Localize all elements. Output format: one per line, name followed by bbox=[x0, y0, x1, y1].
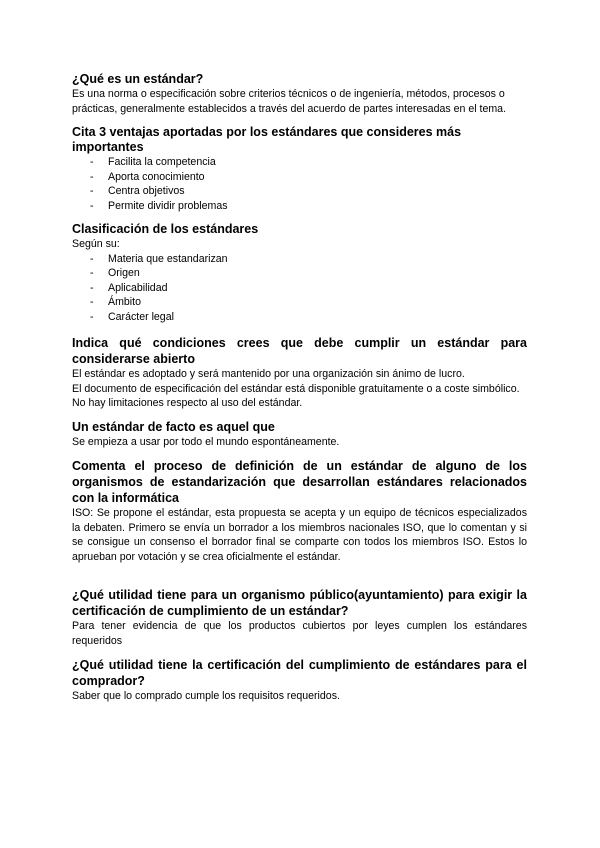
list-item: - Facilita la competencia bbox=[90, 156, 216, 168]
list-item-text: Carácter legal bbox=[108, 310, 174, 323]
section-heading: Comenta el proceso de definición de un estándar de alguno de los organismos de estandarización que desarrollan estándares relacionados con la informática bbox=[72, 459, 527, 505]
list-item: - Aplicabilidad bbox=[90, 281, 168, 294]
section-heading: ¿Qué utilidad tiene la certificación del cumplimiento de estándares para el comprador? bbox=[72, 658, 527, 688]
section-de-facto bbox=[72, 420, 527, 450]
list-item: - Carácter legal bbox=[90, 310, 174, 323]
section-paragraph: Es una norma o especificación sobre criterios técnicos o de ingeniería, métodos, procesos o prácticas, generalmente establecidos a través del acuerdo de partes interesadas en el tema. bbox=[72, 88, 507, 115]
section-heading: Indica qué condiciones crees que debe cumplir un estándar para considerarse abierto bbox=[72, 336, 527, 366]
list-item-text: Facilita la competencia bbox=[108, 156, 216, 168]
section-heading: ¿Qué es un estándar? bbox=[72, 72, 204, 86]
list-item-text: Ámbito bbox=[108, 296, 141, 308]
section-paragraph: Se empieza a usar por todo el mundo espontáneamente. bbox=[72, 435, 340, 448]
list-item-text: Origen bbox=[108, 267, 140, 279]
section-paragraph: El documento de especificación del estándar está disponible gratuitamente o a coste simbólico. bbox=[72, 382, 520, 395]
list-item: - Ámbito bbox=[90, 296, 141, 308]
list-item-text: Aporta conocimiento bbox=[108, 170, 205, 183]
section-heading: ¿Qué utilidad tiene para un organismo público(ayuntamiento) para exigir la certificación de cumplimiento de un estándar? bbox=[72, 588, 527, 618]
section-what-is-standard bbox=[72, 72, 527, 116]
section-paragraph: Para tener evidencia de que los productos cubiertos por leyes cumplen los estándares requeridos bbox=[72, 620, 527, 647]
document-page bbox=[72, 72, 527, 704]
section-heading: Clasificación de los estándares bbox=[72, 222, 259, 236]
list-item-text: Centra objetivos bbox=[108, 185, 185, 197]
list-item-text: Permite dividir problemas bbox=[108, 199, 228, 212]
list-item: - Materia que estandarizan bbox=[90, 252, 228, 265]
section-advantages bbox=[72, 125, 527, 213]
advantages-list bbox=[72, 155, 527, 213]
list-item-text: Materia que estandarizan bbox=[108, 252, 228, 265]
section-intro: Según su: bbox=[72, 238, 120, 250]
section-classification bbox=[72, 222, 527, 324]
section-open-standard bbox=[72, 335, 527, 411]
section-heading: Un estándar de facto es aquel que bbox=[72, 419, 275, 434]
section-paragraph: ISO: Se propone el estándar, esta propuesta se acepta y un equipo de técnicos especializados la debaten. Primero se envía un borrador a los miembros nacionales ISO, que lo comentan y si se consigue un consenso el borrador final se comparte con todos los miembros ISO. Estos lo aprueban por votación y se crea oficialmente el estándar. bbox=[72, 507, 527, 563]
section-definition-process bbox=[72, 458, 527, 564]
list-item: - Origen bbox=[90, 267, 140, 279]
section-paragraph: No hay limitaciones respecto al uso del estándar. bbox=[72, 397, 303, 409]
list-item: - Centra objetivos bbox=[90, 185, 185, 197]
list-item-text: Aplicabilidad bbox=[108, 281, 168, 294]
section-buyer bbox=[72, 657, 527, 704]
section-paragraph: Saber que lo comprado cumple los requisitos requeridos. bbox=[72, 690, 340, 702]
classification-list bbox=[72, 252, 527, 325]
list-item: - Aporta conocimiento bbox=[90, 170, 205, 183]
list-item: - Permite dividir problemas bbox=[90, 199, 228, 212]
section-paragraph: El estándar es adoptado y será mantenido por una organización sin ánimo de lucro. bbox=[72, 368, 465, 380]
section-public-body bbox=[72, 587, 527, 648]
section-heading: Cita 3 ventajas aportadas por los estándares que consideres más importantes bbox=[72, 125, 462, 154]
